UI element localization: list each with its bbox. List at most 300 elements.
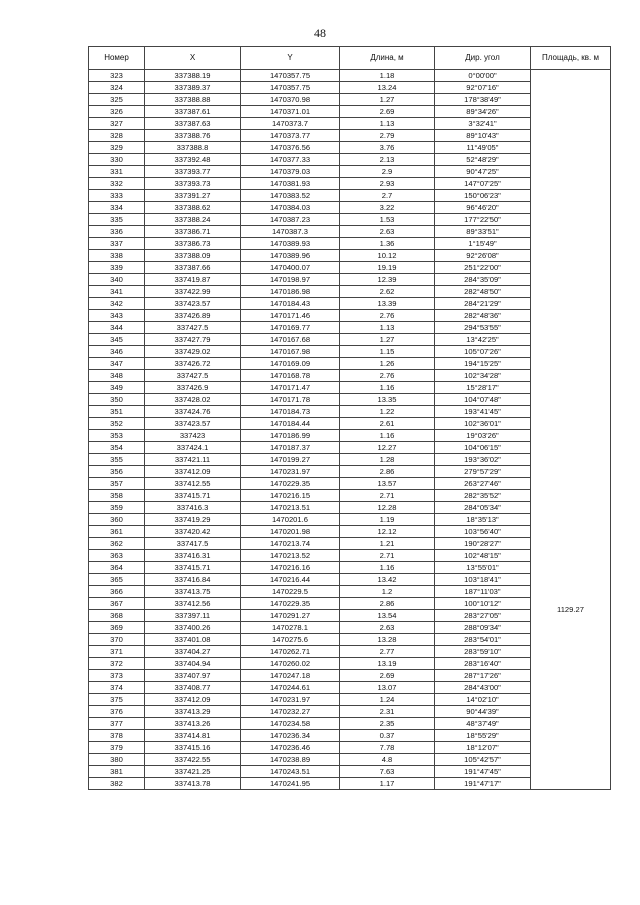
cell-x: 337400.26 bbox=[145, 622, 241, 634]
cell-length: 2.31 bbox=[340, 706, 435, 718]
cell-length: 1.16 bbox=[340, 430, 435, 442]
cell-bearing: 284°05'34" bbox=[435, 502, 531, 514]
cell-length: 2.63 bbox=[340, 622, 435, 634]
cell-x: 337428.02 bbox=[145, 394, 241, 406]
cell-y: 1470216.16 bbox=[241, 562, 340, 574]
cell-number: 362 bbox=[89, 538, 145, 550]
cell-bearing: 100°10'12" bbox=[435, 598, 531, 610]
cell-number: 378 bbox=[89, 730, 145, 742]
cell-bearing: 147°07'25" bbox=[435, 178, 531, 190]
cell-x: 337404.27 bbox=[145, 646, 241, 658]
cell-number: 370 bbox=[89, 634, 145, 646]
cell-bearing: 18°55'29" bbox=[435, 730, 531, 742]
cell-x: 337423.57 bbox=[145, 298, 241, 310]
cell-number: 335 bbox=[89, 214, 145, 226]
cell-y: 1470184.44 bbox=[241, 418, 340, 430]
cell-bearing: 190°28'27" bbox=[435, 538, 531, 550]
cell-y: 1470243.51 bbox=[241, 766, 340, 778]
cell-number: 348 bbox=[89, 370, 145, 382]
cell-length: 13.54 bbox=[340, 610, 435, 622]
cell-x: 337426.89 bbox=[145, 310, 241, 322]
cell-length: 13.07 bbox=[340, 682, 435, 694]
cell-y: 1470381.93 bbox=[241, 178, 340, 190]
cell-length: 1.24 bbox=[340, 694, 435, 706]
table-body bbox=[89, 70, 611, 790]
cell-bearing: 282°48'50" bbox=[435, 286, 531, 298]
cell-length: 2.35 bbox=[340, 718, 435, 730]
cell-y: 1470171.47 bbox=[241, 382, 340, 394]
cell-number: 356 bbox=[89, 466, 145, 478]
cell-y: 1470400.07 bbox=[241, 262, 340, 274]
cell-length: 13.57 bbox=[340, 478, 435, 490]
cell-y: 1470357.75 bbox=[241, 70, 340, 82]
cell-y: 1470376.56 bbox=[241, 142, 340, 154]
cell-number: 340 bbox=[89, 274, 145, 286]
cell-y: 1470213.52 bbox=[241, 550, 340, 562]
cell-length: 2.86 bbox=[340, 598, 435, 610]
cell-x: 337424.1 bbox=[145, 442, 241, 454]
cell-bearing: 103°18'41" bbox=[435, 574, 531, 586]
cell-length: 2.71 bbox=[340, 550, 435, 562]
cell-number: 332 bbox=[89, 178, 145, 190]
cell-bearing: 104°07'48" bbox=[435, 394, 531, 406]
cell-length: 1.21 bbox=[340, 538, 435, 550]
cell-length: 1.28 bbox=[340, 454, 435, 466]
cell-bearing: 105°07'26" bbox=[435, 346, 531, 358]
header-bearing: Дир. угол bbox=[435, 47, 531, 70]
cell-length: 2.86 bbox=[340, 466, 435, 478]
cell-bearing: 191°47'45" bbox=[435, 766, 531, 778]
cell-x: 337413.78 bbox=[145, 778, 241, 790]
cell-y: 1470167.98 bbox=[241, 346, 340, 358]
cell-bearing: 96°46'20" bbox=[435, 202, 531, 214]
cell-number: 363 bbox=[89, 550, 145, 562]
cell-bearing: 90°44'39" bbox=[435, 706, 531, 718]
cell-length: 7.78 bbox=[340, 742, 435, 754]
cell-length: 13.42 bbox=[340, 574, 435, 586]
cell-x: 337426.72 bbox=[145, 358, 241, 370]
cell-bearing: 191°47'17" bbox=[435, 778, 531, 790]
cell-x: 337386.73 bbox=[145, 238, 241, 250]
header-y: Y bbox=[241, 47, 340, 70]
cell-number: 338 bbox=[89, 250, 145, 262]
cell-number: 377 bbox=[89, 718, 145, 730]
cell-bearing: 177°22'50" bbox=[435, 214, 531, 226]
cell-number: 369 bbox=[89, 622, 145, 634]
cell-bearing: 178°38'49" bbox=[435, 94, 531, 106]
cell-number: 334 bbox=[89, 202, 145, 214]
cell-bearing: 283°16'40" bbox=[435, 658, 531, 670]
cell-x: 337413.75 bbox=[145, 586, 241, 598]
cell-bearing: 92°26'08" bbox=[435, 250, 531, 262]
cell-number: 361 bbox=[89, 526, 145, 538]
cell-y: 1470238.89 bbox=[241, 754, 340, 766]
cell-number: 343 bbox=[89, 310, 145, 322]
cell-length: 3.22 bbox=[340, 202, 435, 214]
cell-bearing: 294°53'55" bbox=[435, 322, 531, 334]
cell-bearing: 288°09'34" bbox=[435, 622, 531, 634]
cell-bearing: 52°48'29" bbox=[435, 154, 531, 166]
cell-number: 372 bbox=[89, 658, 145, 670]
cell-x: 337427.5 bbox=[145, 370, 241, 382]
cell-x: 337387.63 bbox=[145, 118, 241, 130]
cell-y: 1470232.27 bbox=[241, 706, 340, 718]
cell-x: 337388.24 bbox=[145, 214, 241, 226]
cell-x: 337419.87 bbox=[145, 274, 241, 286]
cell-length: 1.2 bbox=[340, 586, 435, 598]
cell-x: 337424.76 bbox=[145, 406, 241, 418]
cell-length: 2.7 bbox=[340, 190, 435, 202]
cell-number: 325 bbox=[89, 94, 145, 106]
cell-y: 1470387.3 bbox=[241, 226, 340, 238]
cell-x: 337421.25 bbox=[145, 766, 241, 778]
cell-x: 337391.27 bbox=[145, 190, 241, 202]
cell-length: 1.15 bbox=[340, 346, 435, 358]
cell-x: 337427.79 bbox=[145, 334, 241, 346]
cell-length: 1.27 bbox=[340, 334, 435, 346]
cell-bearing: 284°35'09" bbox=[435, 274, 531, 286]
cell-number: 364 bbox=[89, 562, 145, 574]
cell-bearing: 11°49'05" bbox=[435, 142, 531, 154]
cell-bearing: 194°15'25" bbox=[435, 358, 531, 370]
cell-length: 1.22 bbox=[340, 406, 435, 418]
cell-x: 337417.5 bbox=[145, 538, 241, 550]
cell-number: 381 bbox=[89, 766, 145, 778]
cell-number: 328 bbox=[89, 130, 145, 142]
cell-x: 337386.71 bbox=[145, 226, 241, 238]
cell-number: 326 bbox=[89, 106, 145, 118]
cell-number: 351 bbox=[89, 406, 145, 418]
cell-y: 1470216.44 bbox=[241, 574, 340, 586]
cell-bearing: 263°27'46" bbox=[435, 478, 531, 490]
cell-y: 1470216.15 bbox=[241, 490, 340, 502]
cell-y: 1470169.77 bbox=[241, 322, 340, 334]
cell-number: 345 bbox=[89, 334, 145, 346]
cell-length: 3.76 bbox=[340, 142, 435, 154]
cell-length: 1.18 bbox=[340, 70, 435, 82]
cell-length: 13.19 bbox=[340, 658, 435, 670]
cell-bearing: 282°48'36" bbox=[435, 310, 531, 322]
cell-length: 1.53 bbox=[340, 214, 435, 226]
cell-bearing: 48°37'49" bbox=[435, 718, 531, 730]
cell-length: 2.13 bbox=[340, 154, 435, 166]
area-value: 1129.27 bbox=[531, 70, 611, 790]
cell-number: 341 bbox=[89, 286, 145, 298]
cell-y: 1470187.37 bbox=[241, 442, 340, 454]
cell-number: 358 bbox=[89, 490, 145, 502]
cell-y: 1470184.43 bbox=[241, 298, 340, 310]
cell-length: 12.39 bbox=[340, 274, 435, 286]
cell-bearing: 283°54'01" bbox=[435, 634, 531, 646]
cell-x: 337416.84 bbox=[145, 574, 241, 586]
cell-bearing: 251°22'00" bbox=[435, 262, 531, 274]
cell-length: 19.19 bbox=[340, 262, 435, 274]
cell-number: 376 bbox=[89, 706, 145, 718]
cell-number: 359 bbox=[89, 502, 145, 514]
cell-y: 1470213.51 bbox=[241, 502, 340, 514]
cell-x: 337415.71 bbox=[145, 562, 241, 574]
cell-bearing: 102°48'15" bbox=[435, 550, 531, 562]
cell-x: 337419.29 bbox=[145, 514, 241, 526]
cell-length: 0.37 bbox=[340, 730, 435, 742]
cell-x: 337414.81 bbox=[145, 730, 241, 742]
cell-length: 2.77 bbox=[340, 646, 435, 658]
cell-length: 1.13 bbox=[340, 118, 435, 130]
cell-number: 353 bbox=[89, 430, 145, 442]
cell-bearing: 18°35'13" bbox=[435, 514, 531, 526]
page-number: 48 bbox=[314, 26, 326, 40]
cell-x: 337404.94 bbox=[145, 658, 241, 670]
cell-x: 337387.66 bbox=[145, 262, 241, 274]
cell-y: 1470370.98 bbox=[241, 94, 340, 106]
cell-x: 337388.09 bbox=[145, 250, 241, 262]
cell-y: 1470231.97 bbox=[241, 466, 340, 478]
cell-x: 337413.29 bbox=[145, 706, 241, 718]
cell-x: 337421.11 bbox=[145, 454, 241, 466]
cell-x: 337393.73 bbox=[145, 178, 241, 190]
header-x: X bbox=[145, 47, 241, 70]
cell-x: 337392.48 bbox=[145, 154, 241, 166]
cell-y: 1470171.78 bbox=[241, 394, 340, 406]
cell-bearing: 193°41'45" bbox=[435, 406, 531, 418]
cell-number: 347 bbox=[89, 358, 145, 370]
cell-length: 2.93 bbox=[340, 178, 435, 190]
header-number: Номер bbox=[89, 47, 145, 70]
cell-x: 337412.09 bbox=[145, 466, 241, 478]
cell-bearing: 284°21'29" bbox=[435, 298, 531, 310]
cell-number: 339 bbox=[89, 262, 145, 274]
cell-bearing: 13°55'01" bbox=[435, 562, 531, 574]
cell-bearing: 105°42'57" bbox=[435, 754, 531, 766]
cell-bearing: 282°35'52" bbox=[435, 490, 531, 502]
cell-number: 349 bbox=[89, 382, 145, 394]
cell-y: 1470262.71 bbox=[241, 646, 340, 658]
cell-x: 337393.77 bbox=[145, 166, 241, 178]
cell-x: 337429.02 bbox=[145, 346, 241, 358]
cell-x: 337388.19 bbox=[145, 70, 241, 82]
cell-bearing: 102°36'01" bbox=[435, 418, 531, 430]
cell-number: 380 bbox=[89, 754, 145, 766]
cell-y: 1470260.02 bbox=[241, 658, 340, 670]
cell-y: 1470186.99 bbox=[241, 430, 340, 442]
cell-x: 337412.56 bbox=[145, 598, 241, 610]
cell-number: 374 bbox=[89, 682, 145, 694]
cell-bearing: 283°27'05" bbox=[435, 610, 531, 622]
cell-length: 10.12 bbox=[340, 250, 435, 262]
cell-bearing: 279°57'29" bbox=[435, 466, 531, 478]
cell-x: 337423 bbox=[145, 430, 241, 442]
cell-x: 337407.97 bbox=[145, 670, 241, 682]
cell-bearing: 0°00'00" bbox=[435, 70, 531, 82]
cell-x: 337387.61 bbox=[145, 106, 241, 118]
cell-y: 1470213.74 bbox=[241, 538, 340, 550]
cell-bearing: 13°42'25" bbox=[435, 334, 531, 346]
cell-number: 371 bbox=[89, 646, 145, 658]
header-length: Длина, м bbox=[340, 47, 435, 70]
cell-x: 337412.55 bbox=[145, 478, 241, 490]
cell-bearing: 92°07'16" bbox=[435, 82, 531, 94]
cell-bearing: 187°11'03" bbox=[435, 586, 531, 598]
cell-x: 337413.26 bbox=[145, 718, 241, 730]
cell-x: 337427.5 bbox=[145, 322, 241, 334]
cell-bearing: 1°15'49" bbox=[435, 238, 531, 250]
cell-x: 337423.57 bbox=[145, 418, 241, 430]
cell-y: 1470229.35 bbox=[241, 598, 340, 610]
cell-length: 1.26 bbox=[340, 358, 435, 370]
cell-number: 360 bbox=[89, 514, 145, 526]
cell-number: 324 bbox=[89, 82, 145, 94]
cell-y: 1470168.78 bbox=[241, 370, 340, 382]
cell-y: 1470229.35 bbox=[241, 478, 340, 490]
cell-y: 1470377.33 bbox=[241, 154, 340, 166]
cell-y: 1470236.46 bbox=[241, 742, 340, 754]
cell-length: 12.28 bbox=[340, 502, 435, 514]
cell-y: 1470201.6 bbox=[241, 514, 340, 526]
cell-length: 1.27 bbox=[340, 94, 435, 106]
cell-x: 337408.77 bbox=[145, 682, 241, 694]
cell-y: 1470241.95 bbox=[241, 778, 340, 790]
cell-bearing: 19°03'26" bbox=[435, 430, 531, 442]
cell-number: 336 bbox=[89, 226, 145, 238]
cell-length: 2.76 bbox=[340, 310, 435, 322]
cell-bearing: 284°43'00" bbox=[435, 682, 531, 694]
cell-bearing: 103°56'40" bbox=[435, 526, 531, 538]
cell-bearing: 14°02'10" bbox=[435, 694, 531, 706]
cell-length: 2.71 bbox=[340, 490, 435, 502]
cell-number: 323 bbox=[89, 70, 145, 82]
cell-y: 1470229.5 bbox=[241, 586, 340, 598]
cell-x: 337397.11 bbox=[145, 610, 241, 622]
cell-bearing: 89°33'51" bbox=[435, 226, 531, 238]
cell-y: 1470383.52 bbox=[241, 190, 340, 202]
table-row bbox=[89, 70, 611, 82]
cell-y: 1470231.97 bbox=[241, 694, 340, 706]
header-area: Площадь, кв. м bbox=[531, 47, 611, 70]
cell-y: 1470389.96 bbox=[241, 250, 340, 262]
cell-bearing: 104°06'15" bbox=[435, 442, 531, 454]
cell-length: 2.63 bbox=[340, 226, 435, 238]
cell-number: 342 bbox=[89, 298, 145, 310]
cell-x: 337420.42 bbox=[145, 526, 241, 538]
cell-y: 1470184.73 bbox=[241, 406, 340, 418]
cell-y: 1470244.61 bbox=[241, 682, 340, 694]
cell-number: 337 bbox=[89, 238, 145, 250]
cell-x: 337422.55 bbox=[145, 754, 241, 766]
cell-bearing: 15°28'17" bbox=[435, 382, 531, 394]
cell-length: 2.76 bbox=[340, 370, 435, 382]
cell-y: 1470291.27 bbox=[241, 610, 340, 622]
cell-bearing: 89°34'26" bbox=[435, 106, 531, 118]
cell-length: 1.16 bbox=[340, 562, 435, 574]
cell-number: 355 bbox=[89, 454, 145, 466]
cell-bearing: 287°17'26" bbox=[435, 670, 531, 682]
cell-length: 2.69 bbox=[340, 106, 435, 118]
cell-number: 368 bbox=[89, 610, 145, 622]
cell-length: 12.27 bbox=[340, 442, 435, 454]
cell-number: 382 bbox=[89, 778, 145, 790]
cell-length: 1.16 bbox=[340, 382, 435, 394]
cell-y: 1470199.27 bbox=[241, 454, 340, 466]
cell-bearing: 3°32'41" bbox=[435, 118, 531, 130]
coordinates-table bbox=[88, 46, 611, 790]
cell-x: 337388.76 bbox=[145, 130, 241, 142]
cell-y: 1470384.03 bbox=[241, 202, 340, 214]
cell-number: 366 bbox=[89, 586, 145, 598]
cell-x: 337415.71 bbox=[145, 490, 241, 502]
cell-number: 373 bbox=[89, 670, 145, 682]
cell-length: 13.24 bbox=[340, 82, 435, 94]
cell-number: 352 bbox=[89, 418, 145, 430]
cell-y: 1470373.7 bbox=[241, 118, 340, 130]
cell-length: 13.28 bbox=[340, 634, 435, 646]
cell-y: 1470373.77 bbox=[241, 130, 340, 142]
cell-number: 333 bbox=[89, 190, 145, 202]
cell-number: 354 bbox=[89, 442, 145, 454]
cell-y: 1470198.97 bbox=[241, 274, 340, 286]
cell-y: 1470357.75 bbox=[241, 82, 340, 94]
cell-length: 2.61 bbox=[340, 418, 435, 430]
cell-x: 337388.8 bbox=[145, 142, 241, 154]
cell-length: 4.8 bbox=[340, 754, 435, 766]
cell-number: 344 bbox=[89, 322, 145, 334]
cell-y: 1470201.98 bbox=[241, 526, 340, 538]
cell-number: 375 bbox=[89, 694, 145, 706]
table-header-row bbox=[89, 47, 611, 70]
cell-x: 337416.31 bbox=[145, 550, 241, 562]
cell-number: 379 bbox=[89, 742, 145, 754]
cell-x: 337388.62 bbox=[145, 202, 241, 214]
cell-y: 1470275.6 bbox=[241, 634, 340, 646]
cell-y: 1470278.1 bbox=[241, 622, 340, 634]
cell-length: 1.17 bbox=[340, 778, 435, 790]
cell-length: 2.9 bbox=[340, 166, 435, 178]
cell-y: 1470387.23 bbox=[241, 214, 340, 226]
cell-number: 346 bbox=[89, 346, 145, 358]
cell-bearing: 283°59'10" bbox=[435, 646, 531, 658]
cell-bearing: 150°06'23" bbox=[435, 190, 531, 202]
cell-number: 365 bbox=[89, 574, 145, 586]
cell-number: 330 bbox=[89, 154, 145, 166]
cell-length: 7.63 bbox=[340, 766, 435, 778]
cell-number: 357 bbox=[89, 478, 145, 490]
cell-length: 12.12 bbox=[340, 526, 435, 538]
cell-x: 337426.9 bbox=[145, 382, 241, 394]
cell-x: 337401.08 bbox=[145, 634, 241, 646]
cell-x: 337389.37 bbox=[145, 82, 241, 94]
cell-bearing: 193°36'02" bbox=[435, 454, 531, 466]
cell-y: 1470234.58 bbox=[241, 718, 340, 730]
cell-y: 1470379.03 bbox=[241, 166, 340, 178]
cell-bearing: 89°10'43" bbox=[435, 130, 531, 142]
cell-x: 337422.99 bbox=[145, 286, 241, 298]
cell-y: 1470389.93 bbox=[241, 238, 340, 250]
cell-number: 331 bbox=[89, 166, 145, 178]
cell-bearing: 18°12'07" bbox=[435, 742, 531, 754]
cell-length: 2.79 bbox=[340, 130, 435, 142]
cell-number: 350 bbox=[89, 394, 145, 406]
cell-y: 1470171.46 bbox=[241, 310, 340, 322]
cell-x: 337412.09 bbox=[145, 694, 241, 706]
cell-number: 329 bbox=[89, 142, 145, 154]
cell-length: 2.62 bbox=[340, 286, 435, 298]
cell-x: 337416.3 bbox=[145, 502, 241, 514]
cell-y: 1470167.68 bbox=[241, 334, 340, 346]
cell-y: 1470186.98 bbox=[241, 286, 340, 298]
cell-length: 1.36 bbox=[340, 238, 435, 250]
cell-number: 327 bbox=[89, 118, 145, 130]
cell-x: 337415.16 bbox=[145, 742, 241, 754]
cell-y: 1470247.18 bbox=[241, 670, 340, 682]
